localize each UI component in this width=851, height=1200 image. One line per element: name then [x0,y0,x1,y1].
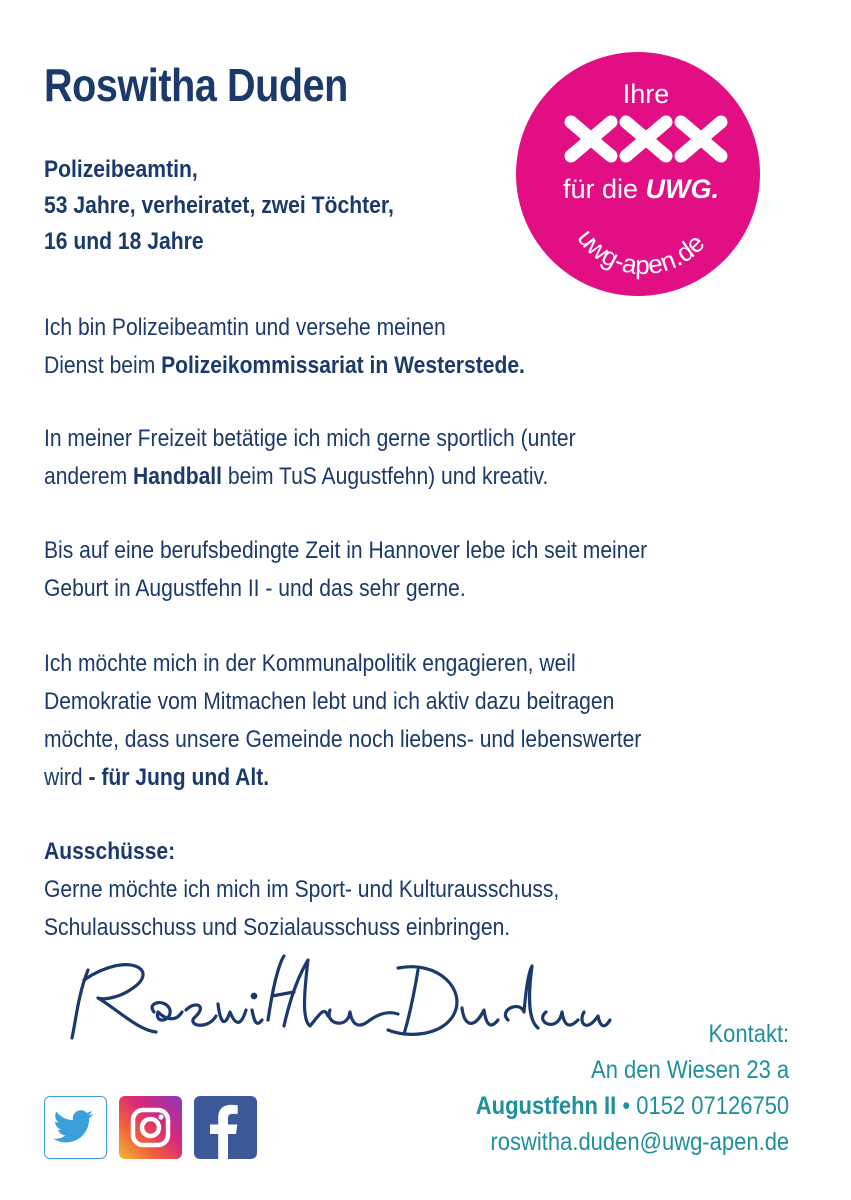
paragraph-line [44,458,576,496]
paragraph-line: Ich bin Polizeibeamtin und versehe meinen [44,314,446,341]
paragraph-line: Ich möchte mich in der Kommunalpolitik engagieren, weil [44,650,576,677]
paragraph-job [44,309,525,385]
instagram-glyph-icon [119,1096,182,1159]
social-icons [44,1096,257,1159]
bold-span: - für Jung und Alt. [88,764,270,791]
intro-line: 53 Jahre, verheiratet, zwei Töchter, [44,192,394,219]
instagram-icon[interactable] [119,1096,182,1159]
contact-block [476,1016,789,1160]
badge-graphic [516,52,760,296]
text-span: beim TuS Augustfehn) und kreativ. [222,463,549,490]
cross-icon [626,122,666,156]
cross-icon [571,122,611,156]
paragraph-line [44,759,641,797]
contact-street: An den Wiesen 23 a [590,1056,789,1084]
paragraph-line: möchte, dass unsere Gemeinde noch liebens- und lebenswerter [44,726,642,753]
paragraph-line: Schulausschuss und Sozialausschuss einbringen. [44,914,511,941]
text-span: Dienst beim [44,352,162,379]
twitter-icon[interactable] [44,1096,107,1159]
text-span: wird [44,764,89,791]
twitter-bird-icon [45,1097,105,1157]
paragraph-line [44,347,525,385]
contact-town: Augustfehn II [475,1092,617,1120]
intro-line: 16 und 18 Jahre [44,228,204,255]
badge-top-text: Ihre [622,79,670,109]
badge-middle-text: für die UWG. [562,174,720,204]
cross-icon [681,122,721,156]
contact-label: Kontakt: [708,1020,789,1048]
paragraph-committees [44,833,559,947]
paragraph-line: Gerne möchte ich mich im Sport- und Kulturausschuss, [44,876,560,903]
paragraph-home [44,532,647,608]
facebook-f-icon [194,1096,257,1159]
badge-bottom-text: uwg-apen.de [571,223,711,281]
committees-heading: Ausschüsse: [44,838,176,865]
facebook-icon[interactable] [194,1096,257,1159]
separator-dot: • [616,1092,637,1120]
intro-block [44,152,394,260]
page-title: Roswitha Duden [44,59,348,111]
contact-town-phone [476,1088,789,1124]
contact-phone[interactable]: 0152 07126750 [636,1092,789,1120]
contact-email[interactable]: roswitha.duden@uwg-apen.de [490,1128,789,1156]
intro-line: Polizeibeamtin, [44,156,198,183]
paragraph-line: Demokratie vom Mitmachen lebt und ich aktiv dazu beitragen [44,688,615,715]
uwg-badge [516,52,760,296]
paragraph-line: In meiner Freizeit betätige ich mich gerne sportlich (unter [44,425,576,452]
bold-span: Polizeikommissariat in Westerstede. [161,352,525,379]
paragraph-line: Geburt in Augustfehn II - und das sehr gerne. [44,575,466,602]
paragraph-politics [44,645,641,797]
paragraph-line: Bis auf eine berufsbedingte Zeit in Hannover lebe ich seit meiner [44,537,648,564]
paragraph-hobbies [44,420,576,496]
bold-span: Handball [133,463,223,490]
text-span: anderem [44,463,134,490]
